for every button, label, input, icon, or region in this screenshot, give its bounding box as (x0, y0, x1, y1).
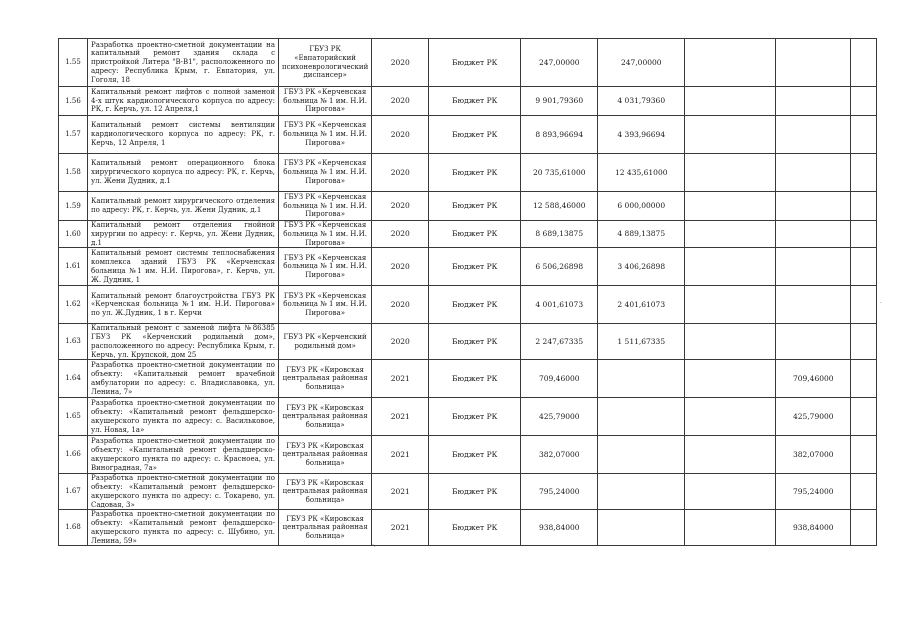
object-description: Капитальный ремонт системы теплоснабжения комплекса зданий ГБУЗ РК «Керченская больница №1 им. Н.И. Пирогова», г. Керчь, ул. Ж. Дудник, 1 (88, 248, 279, 286)
amount-2021 (776, 192, 851, 221)
row-number: 1.65 (59, 398, 88, 436)
amount-2021: 709,46000 (776, 360, 851, 398)
row-number: 1.61 (59, 248, 88, 286)
amount-2020 (598, 510, 685, 546)
year-cell: 2020 (372, 221, 429, 248)
year-cell: 2020 (372, 39, 429, 87)
total-amount: 938,84000 (521, 510, 598, 546)
funding-source: Бюджет РК (429, 192, 521, 221)
object-description: Разработка проектно-сметной документации по объекту: «Капитальный ремонт врачебной амбулатории по адресу: с. Владиславовка, ул. Ленина, 7» (88, 360, 279, 398)
institution-name: ГБУЗ РК «Кировская центральная районная больница» (279, 510, 372, 546)
narrow-column (851, 398, 877, 436)
amount-2020: 6 000,00000 (598, 192, 685, 221)
scan-speck: · (880, 300, 882, 307)
amount-2020: 4 393,96694 (598, 116, 685, 154)
table-row (59, 39, 877, 87)
amount-2020: 247,00000 (598, 39, 685, 87)
total-amount: 8 689,13875 (521, 221, 598, 248)
amount-2021: 425,79000 (776, 398, 851, 436)
amount-2020 (598, 398, 685, 436)
year-cell: 2020 (372, 116, 429, 154)
amount-2021-column (685, 436, 776, 474)
amount-2020 (598, 436, 685, 474)
narrow-column (851, 286, 877, 324)
object-description: Разработка проектно-сметной документации по объекту: «Капитальный ремонт фельдшерско-акушерского пункта по адресу: с. Васильковое, ул. Новая, 1а» (88, 398, 279, 436)
narrow-column (851, 436, 877, 474)
table-row (59, 398, 877, 436)
year-cell: 2021 (372, 474, 429, 510)
total-amount: 9 901,79360 (521, 87, 598, 116)
total-amount: 247,00000 (521, 39, 598, 87)
table-row (59, 248, 877, 286)
total-amount: 795,24000 (521, 474, 598, 510)
year-cell: 2021 (372, 360, 429, 398)
budget-table (58, 38, 877, 546)
row-number: 1.66 (59, 436, 88, 474)
amount-2021-column (685, 286, 776, 324)
amount-2021: 382,07000 (776, 436, 851, 474)
total-amount: 12 588,46000 (521, 192, 598, 221)
row-number: 1.62 (59, 286, 88, 324)
table-row (59, 192, 877, 221)
amount-2020: 3 406,26898 (598, 248, 685, 286)
object-description: Капитальный ремонт операционного блока хирургического корпуса по адресу: РК, г. Керчь, ул. Жени Дудник, д.1 (88, 154, 279, 192)
amount-2021 (776, 87, 851, 116)
scan-speck: ·. (372, 542, 376, 549)
year-cell: 2021 (372, 510, 429, 546)
institution-name: ГБУЗ РК «Евпаторийский психоневрологический диспансер» (279, 39, 372, 87)
institution-name: ГБУЗ РК «Керченская больница № 1 им. Н.И. Пирогова» (279, 87, 372, 116)
institution-name: ГБУЗ РК «Керченская больница № 1 им. Н.И. Пирогова» (279, 221, 372, 248)
amount-2021-column (685, 116, 776, 154)
year-cell: 2021 (372, 436, 429, 474)
institution-name: ГБУЗ РК «Кировская центральная районная больница» (279, 398, 372, 436)
amount-2021 (776, 286, 851, 324)
amount-2021 (776, 221, 851, 248)
funding-source: Бюджет РК (429, 286, 521, 324)
amount-2021 (776, 39, 851, 87)
row-number: 1.63 (59, 324, 88, 360)
row-number: 1.58 (59, 154, 88, 192)
total-amount: 709,46000 (521, 360, 598, 398)
funding-source: Бюджет РК (429, 116, 521, 154)
amount-2020 (598, 360, 685, 398)
amount-2020: 4 031,79360 (598, 87, 685, 116)
table-row (59, 360, 877, 398)
total-amount: 425,79000 (521, 398, 598, 436)
funding-source: Бюджет РК (429, 398, 521, 436)
amount-2020 (598, 474, 685, 510)
amount-2021 (776, 324, 851, 360)
row-number: 1.59 (59, 192, 88, 221)
row-number: 1.55 (59, 39, 88, 87)
narrow-column (851, 324, 877, 360)
row-number: 1.60 (59, 221, 88, 248)
amount-2020: 12 435,61000 (598, 154, 685, 192)
funding-source: Бюджет РК (429, 221, 521, 248)
total-amount: 6 506,26898 (521, 248, 598, 286)
year-cell: 2020 (372, 87, 429, 116)
institution-name: ГБУЗ РК «Керченская больница № 1 им. Н.И. Пирогова» (279, 192, 372, 221)
institution-name: ГБУЗ РК «Кировская центральная районная больница» (279, 474, 372, 510)
narrow-column (851, 221, 877, 248)
amount-2021-column (685, 248, 776, 286)
year-cell: 2020 (372, 286, 429, 324)
total-amount: 382,07000 (521, 436, 598, 474)
amount-2021 (776, 154, 851, 192)
funding-source: Бюджет РК (429, 360, 521, 398)
institution-name: ГБУЗ РК «Керченская больница № 1 им. Н.И. Пирогова» (279, 154, 372, 192)
narrow-column (851, 192, 877, 221)
year-cell: 2020 (372, 248, 429, 286)
row-number: 1.68 (59, 510, 88, 546)
row-number: 1.64 (59, 360, 88, 398)
table-row (59, 116, 877, 154)
narrow-column (851, 360, 877, 398)
object-description: Разработка проектно-сметной документации на капитальный ремонт здания склада с пристройкой Литера "В-В1", расположенного по адресу: Республика Крым, г. Евпатория, ул. Гоголя, 18 (88, 39, 279, 87)
object-description: Капитальный ремонт отделения гнойной хирургии по адресу: г. Керчь, ул. Жени Дудник, д.1 (88, 221, 279, 248)
amount-2021-column (685, 324, 776, 360)
year-cell: 2020 (372, 324, 429, 360)
amount-2020: 1 511,67335 (598, 324, 685, 360)
institution-name: ГБУЗ РК «Керченская больница № 1 им. Н.И. Пирогова» (279, 248, 372, 286)
total-amount: 4 001,61073 (521, 286, 598, 324)
narrow-column (851, 510, 877, 546)
year-cell: 2021 (372, 398, 429, 436)
amount-2021: 795,24000 (776, 474, 851, 510)
institution-name: ГБУЗ РК «Керченская больница № 1 им. Н.И. Пирогова» (279, 286, 372, 324)
year-cell: 2020 (372, 192, 429, 221)
amount-2021-column (685, 510, 776, 546)
institution-name: ГБУЗ РК «Кировская центральная районная больница» (279, 436, 372, 474)
funding-source: Бюджет РК (429, 324, 521, 360)
table-row (59, 324, 877, 360)
amount-2021 (776, 116, 851, 154)
funding-source: Бюджет РК (429, 474, 521, 510)
amount-2021-column (685, 398, 776, 436)
object-description: Разработка проектно-сметной документации по объекту: «Капитальный ремонт фельдшерско-акушерского пункта по адресу: с. Красноеа, ул. Виноградная, 7а» (88, 436, 279, 474)
row-number: 1.57 (59, 116, 88, 154)
object-description: Капитальный ремонт системы вентиляции кардиологического корпуса по адресу: РК, г. Керчь, 12 Апреля, 1 (88, 116, 279, 154)
amount-2021-column (685, 87, 776, 116)
amount-2020: 4 889,13875 (598, 221, 685, 248)
total-amount: 8 893,96694 (521, 116, 598, 154)
funding-source: Бюджет РК (429, 436, 521, 474)
narrow-column (851, 39, 877, 87)
object-description: Капитальный ремонт с заменой лифта №86385 ГБУЗ РК «Керченский родильный дом», расположенного по адресу: Республика Крым, г. Керчь, ул. Крупской, дом 25 (88, 324, 279, 360)
object-description: Капитальный ремонт лифтов с полной заменой 4-х штук кардиологического корпуса по адресу: РК, г. Керчь, ул. 12 Апреля,1 (88, 87, 279, 116)
amount-2021-column (685, 221, 776, 248)
amount-2020: 2 401,61073 (598, 286, 685, 324)
narrow-column (851, 87, 877, 116)
narrow-column (851, 474, 877, 510)
total-amount: 20 735,61000 (521, 154, 598, 192)
row-number: 1.56 (59, 87, 88, 116)
table-row (59, 436, 877, 474)
funding-source: Бюджет РК (429, 248, 521, 286)
amount-2021: 938,84000 (776, 510, 851, 546)
row-number: 1.67 (59, 474, 88, 510)
funding-source: Бюджет РК (429, 87, 521, 116)
amount-2021-column (685, 360, 776, 398)
funding-source: Бюджет РК (429, 510, 521, 546)
amount-2021-column (685, 39, 776, 87)
narrow-column (851, 116, 877, 154)
funding-source: Бюджет РК (429, 154, 521, 192)
amount-2021-column (685, 192, 776, 221)
table-body (59, 39, 877, 546)
narrow-column (851, 248, 877, 286)
table-row (59, 286, 877, 324)
object-description: Разработка проектно-сметной документации по объекту: «Капитальный ремонт фельдшерско-акушерского пункта по адресу: с. Шубино, ул. Ленина, 59» (88, 510, 279, 546)
object-description: Капитальный ремонт хирургического отделения по адресу: РК, г. Керчь, ул. Жени Дудник, д.1 (88, 192, 279, 221)
object-description: Капитальный ремонт благоустройства ГБУЗ РК «Керченская больница №1 им. Н.И. Пирогова» по ул. Ж.Дудник, 1 в г. Керчи (88, 286, 279, 324)
table-row (59, 154, 877, 192)
institution-name: ГБУЗ РК «Керченская больница № 1 им. Н.И. Пирогова» (279, 116, 372, 154)
year-cell: 2020 (372, 154, 429, 192)
institution-name: ГБУЗ РК «Кировская центральная районная больница» (279, 360, 372, 398)
funding-source: Бюджет РК (429, 39, 521, 87)
table-row (59, 510, 877, 546)
object-description: Разработка проектно-сметной документации по объекту: «Капитальный ремонт фельдшерско-акушерского пункта по адресу: с. Токарево, ул. Садовая, 3» (88, 474, 279, 510)
amount-2021-column (685, 474, 776, 510)
table-row (59, 221, 877, 248)
amount-2021 (776, 248, 851, 286)
amount-2021-column (685, 154, 776, 192)
table-row (59, 474, 877, 510)
institution-name: ГБУЗ РК «Керченский родильный дом» (279, 324, 372, 360)
table-row (59, 87, 877, 116)
narrow-column (851, 154, 877, 192)
total-amount: 2 247,67335 (521, 324, 598, 360)
